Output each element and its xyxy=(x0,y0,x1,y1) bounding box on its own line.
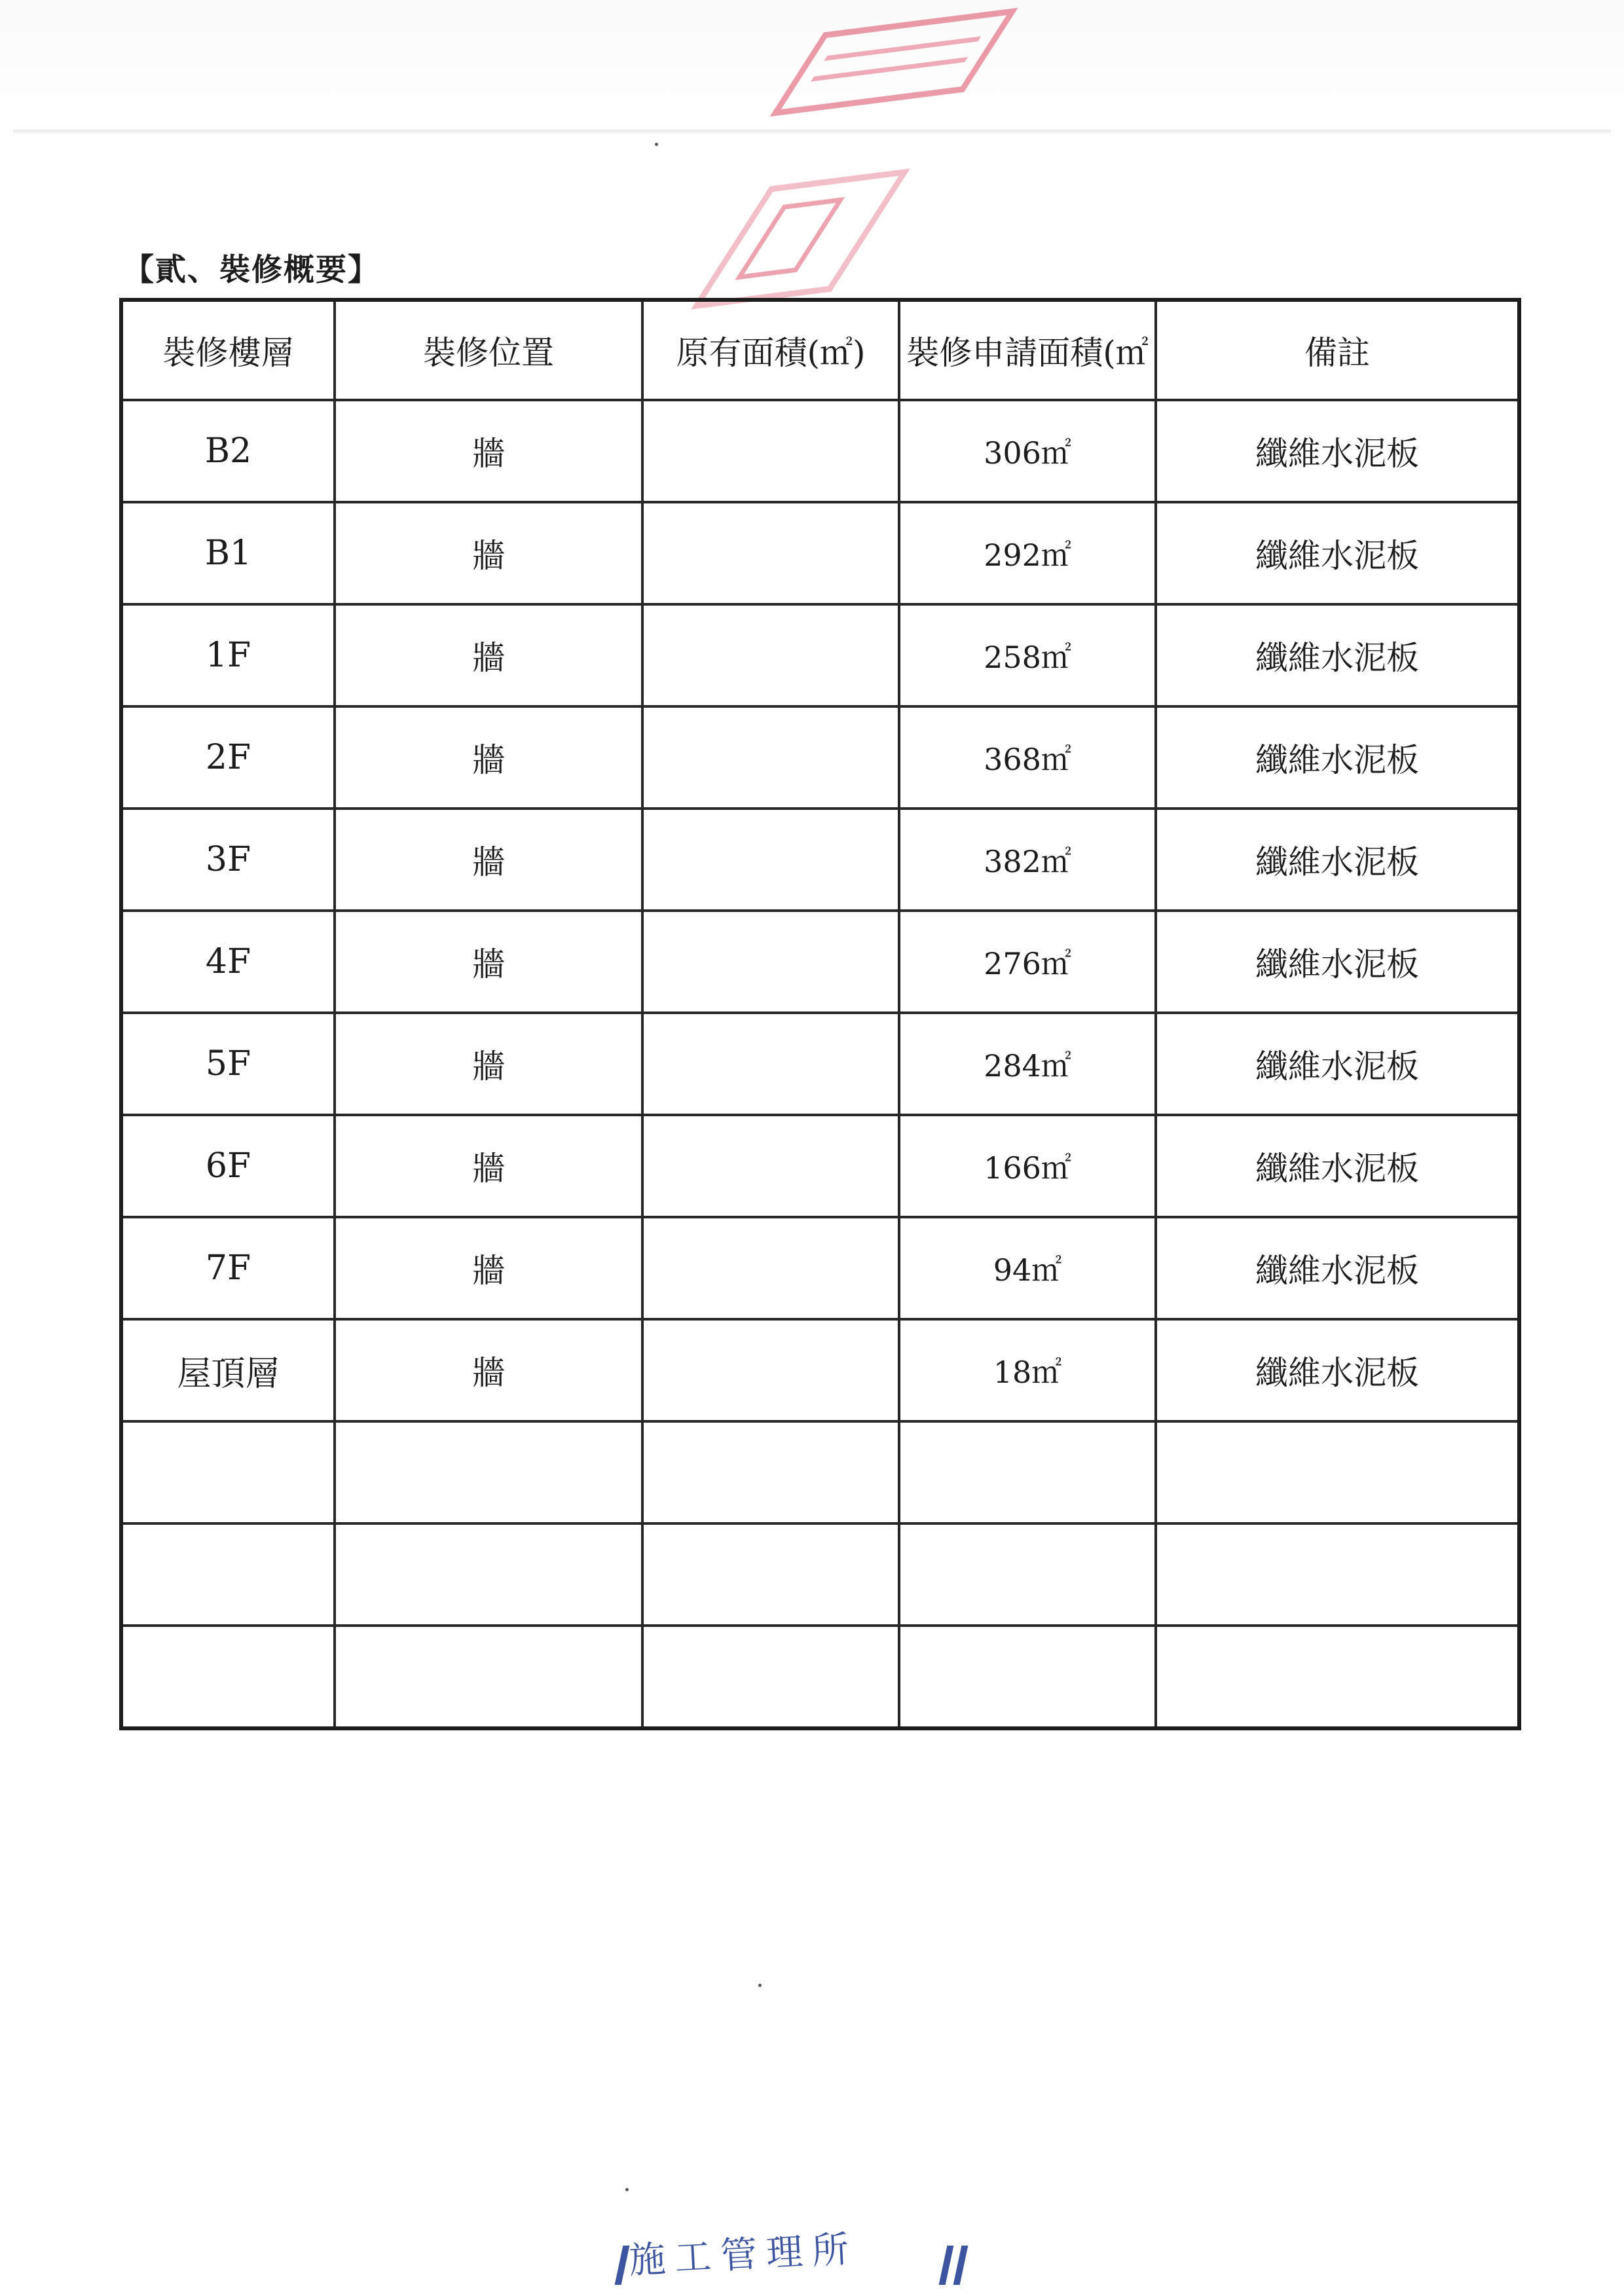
table-row xyxy=(121,1523,1519,1626)
cell-location: 牆 xyxy=(335,1013,642,1115)
cell-remark: 纖維水泥板 xyxy=(1156,502,1519,604)
cell-applied-area: 382㎡ xyxy=(899,809,1156,911)
table-header-row xyxy=(121,300,1519,400)
scan-speck xyxy=(758,1984,762,1987)
footer-stamp-bracket-right xyxy=(939,2246,954,2285)
table-row xyxy=(121,1626,1519,1728)
cell-location: 牆 xyxy=(335,1115,642,1217)
cell-original-area xyxy=(642,502,899,604)
cell-original-area xyxy=(642,809,899,911)
cell-remark: 纖維水泥板 xyxy=(1156,809,1519,911)
table-row xyxy=(121,1115,1519,1217)
cell-remark xyxy=(1156,1626,1519,1728)
cell-floor: 2F xyxy=(121,706,335,809)
cell-applied-area: 276㎡ xyxy=(899,911,1156,1013)
cell-applied-area: 284㎡ xyxy=(899,1013,1156,1115)
section-title: 【貳、裝修概要】 xyxy=(123,252,380,288)
cell-applied-area xyxy=(899,1626,1156,1728)
cell-applied-area xyxy=(899,1421,1156,1523)
renovation-summary-table xyxy=(119,298,1521,1730)
cell-location: 牆 xyxy=(335,911,642,1013)
header-remark: 備註 xyxy=(1156,300,1519,400)
header-applied-area: 裝修申請面積(㎡ xyxy=(899,300,1156,400)
table-row xyxy=(121,1013,1519,1115)
red-seal-inner-box xyxy=(735,197,845,280)
cell-applied-area: 368㎡ xyxy=(899,706,1156,809)
footer-stamp-bracket-right-2 xyxy=(953,2246,969,2285)
cell-original-area xyxy=(642,604,899,706)
cell-floor: B2 xyxy=(121,400,335,502)
cell-applied-area: 292㎡ xyxy=(899,502,1156,604)
cell-remark: 纖維水泥板 xyxy=(1156,1319,1519,1421)
table-row xyxy=(121,1319,1519,1421)
scan-speck xyxy=(625,2188,629,2191)
cell-remark: 纖維水泥板 xyxy=(1156,1013,1519,1115)
cell-remark xyxy=(1156,1523,1519,1626)
cell-original-area xyxy=(642,1013,899,1115)
cell-original-area xyxy=(642,1217,899,1319)
table-row xyxy=(121,1217,1519,1319)
cell-location: 牆 xyxy=(335,809,642,911)
cell-remark: 纖維水泥板 xyxy=(1156,706,1519,809)
cell-floor: 3F xyxy=(121,809,335,911)
table-row xyxy=(121,911,1519,1013)
cell-location: 牆 xyxy=(335,1217,642,1319)
cell-location xyxy=(335,1626,642,1728)
cell-floor: 6F xyxy=(121,1115,335,1217)
table-row xyxy=(121,502,1519,604)
cell-original-area xyxy=(642,400,899,502)
cell-floor: B1 xyxy=(121,502,335,604)
cell-original-area xyxy=(642,706,899,809)
cell-original-area xyxy=(642,911,899,1013)
cell-applied-area xyxy=(899,1523,1156,1626)
cell-location: 牆 xyxy=(335,502,642,604)
cell-remark: 纖維水泥板 xyxy=(1156,400,1519,502)
cell-floor: 7F xyxy=(121,1217,335,1319)
cell-location xyxy=(335,1523,642,1626)
cell-remark: 纖維水泥板 xyxy=(1156,1217,1519,1319)
header-original-area: 原有面積(㎡) xyxy=(642,300,899,400)
cell-floor xyxy=(121,1626,335,1728)
cell-applied-area: 94㎡ xyxy=(899,1217,1156,1319)
cell-original-area xyxy=(642,1421,899,1523)
footer-stamp-bracket-left xyxy=(615,2246,630,2285)
table-row xyxy=(121,809,1519,911)
cell-floor xyxy=(121,1523,335,1626)
cell-applied-area: 306㎡ xyxy=(899,400,1156,502)
cell-remark xyxy=(1156,1421,1519,1523)
cell-remark: 纖維水泥板 xyxy=(1156,911,1519,1013)
footer-stamp-text: 施工管理所 xyxy=(627,2227,859,2283)
cell-location: 牆 xyxy=(335,400,642,502)
cell-remark: 纖維水泥板 xyxy=(1156,1115,1519,1217)
cell-original-area xyxy=(642,1115,899,1217)
table-row xyxy=(121,706,1519,809)
scan-fold-line xyxy=(13,130,1611,134)
cell-location xyxy=(335,1421,642,1523)
table-row xyxy=(121,400,1519,502)
cell-floor: 1F xyxy=(121,604,335,706)
cell-applied-area: 166㎡ xyxy=(899,1115,1156,1217)
scan-speck xyxy=(655,143,658,146)
header-floor: 裝修樓層 xyxy=(121,300,335,400)
header-location: 裝修位置 xyxy=(335,300,642,400)
cell-location: 牆 xyxy=(335,1319,642,1421)
cell-floor: 屋頂層 xyxy=(121,1319,335,1421)
cell-applied-area: 258㎡ xyxy=(899,604,1156,706)
table-row xyxy=(121,604,1519,706)
cell-location: 牆 xyxy=(335,706,642,809)
cell-floor: 5F xyxy=(121,1013,335,1115)
table-row xyxy=(121,1421,1519,1523)
cell-location: 牆 xyxy=(335,604,642,706)
cell-original-area xyxy=(642,1626,899,1728)
cell-applied-area: 18㎡ xyxy=(899,1319,1156,1421)
cell-original-area xyxy=(642,1523,899,1626)
cell-floor: 4F xyxy=(121,911,335,1013)
cell-floor xyxy=(121,1421,335,1523)
cell-remark: 纖維水泥板 xyxy=(1156,604,1519,706)
red-seal-stamp-middle xyxy=(691,168,910,309)
cell-original-area xyxy=(642,1319,899,1421)
